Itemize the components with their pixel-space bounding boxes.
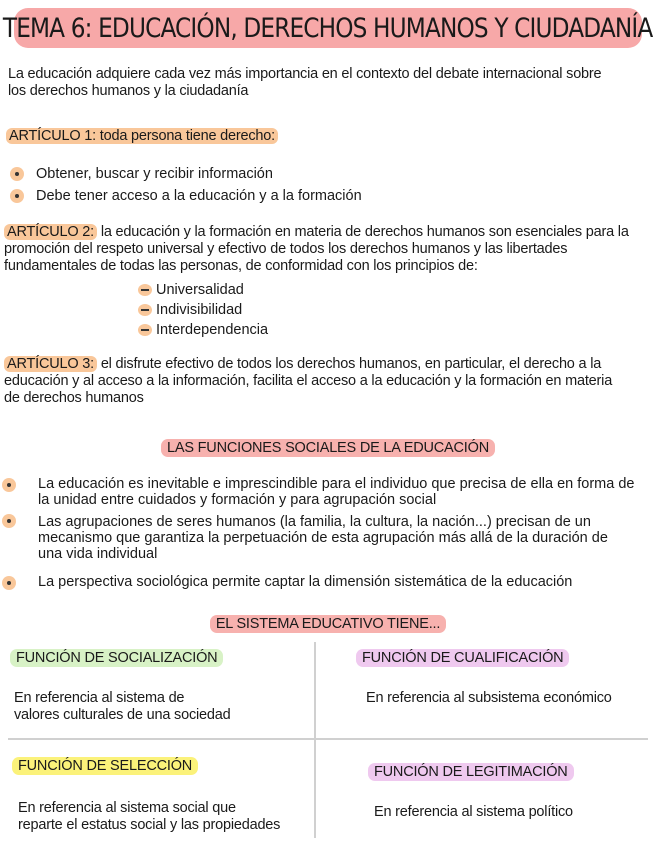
articulo3-line: el disfrute efectivo de todos los derechos humanos, en particular, el derecho a la [96, 356, 602, 372]
cualificacion-text [366, 690, 652, 707]
articulo2-line: promoción del respeto universal y efectivo de todos los derechos humanos y las libertades [4, 241, 568, 257]
legitimacion-title-wrap [368, 764, 574, 781]
seleccion-title-wrap [12, 758, 198, 775]
bullet-dot-icon [10, 167, 24, 181]
list-item: Obtener, buscar y recibir información [36, 166, 273, 182]
seleccion-line: En referencia al sistema social que [18, 800, 236, 816]
legitimacion-line: En referencia al sistema político [374, 804, 573, 820]
articulo3-label: ARTÍCULO 3: [4, 356, 97, 372]
cualificacion-title-wrap [356, 650, 569, 667]
articulo3-line: de derechos humanos [4, 390, 144, 406]
bullet-dot-icon [2, 478, 16, 492]
articulo2-line: fundamentales de todas las personas, de conformidad con los principios de: [4, 258, 478, 274]
articulo3-line: educación y al acceso a la información, facilita el acceso a la educación y la formación en materia [4, 373, 613, 389]
dash-icon [138, 284, 152, 296]
funciones-list [0, 474, 656, 594]
seleccion-line: reparte el estatus social y las propiedades [18, 817, 281, 833]
socializacion-line: En referencia al sistema de [14, 690, 185, 706]
socializacion-title-wrap [10, 650, 223, 667]
funciones-line: La perspectiva sociológica permite captar la dimensión sistemática de la educación [38, 574, 573, 590]
list-item: Indivisibilidad [156, 302, 243, 318]
sistema-heading-wrap [0, 616, 656, 633]
seleccion-text [18, 800, 308, 834]
intro-paragraph [8, 66, 648, 100]
cualificacion-line: En referencia al subsistema económico [366, 690, 612, 706]
legitimacion-text [374, 804, 652, 821]
funciones-line: una vida individual [38, 546, 158, 562]
articulo1-heading: ARTÍCULO 1: toda persona tiene derecho: [6, 128, 278, 144]
intro-line: los derechos humanos y la ciudadanía [8, 83, 249, 99]
funciones-line: mecanismo que garantiza la perpetuación de esta agrupación más allá de la duración de [38, 530, 608, 546]
socializacion-title: FUNCIÓN DE SOCIALIZACIÓN [10, 649, 223, 667]
bullet-dot-icon [10, 189, 24, 203]
articulo2-line: la educación y la formación en materia de derechos humanos son esenciales para la [96, 224, 629, 240]
list-item: Universalidad [156, 282, 244, 298]
legitimacion-title: FUNCIÓN DE LEGITIMACIÓN [368, 763, 574, 781]
articulo1-heading-wrap [6, 128, 278, 145]
grid-divider-horizontal [8, 738, 648, 740]
articulo2-label: ARTÍCULO 2: [4, 224, 97, 240]
dash-icon [138, 304, 152, 316]
funciones-line: La educación es inevitable e imprescindible para el individuo que precisa de ella en forma de [38, 476, 635, 492]
page-title-banner [3, 8, 653, 48]
list-item [38, 574, 650, 590]
principles-list [138, 282, 338, 342]
funciones-heading: LAS FUNCIONES SOCIALES DE LA EDUCACIÓN [161, 439, 495, 457]
articulo1-list [0, 164, 656, 208]
list-item [38, 476, 650, 508]
funciones-line: la unidad entre cuidados y formación y para agrupación social [38, 492, 437, 508]
dash-icon [138, 324, 152, 336]
funciones-heading-wrap [0, 440, 656, 457]
list-item: Debe tener acceso a la educación y a la formación [36, 188, 362, 204]
cualificacion-title: FUNCIÓN DE CUALIFICACIÓN [356, 649, 569, 667]
seleccion-title: FUNCIÓN DE SELECCIÓN [12, 757, 198, 775]
list-item [38, 514, 650, 562]
bullet-dot-icon [2, 576, 16, 590]
bullet-dot-icon [2, 514, 16, 528]
grid-divider-vertical [314, 642, 316, 838]
articulo2-paragraph [4, 224, 652, 275]
intro-line: La educación adquiere cada vez más importancia en el contexto del debate internacional sobre [8, 66, 602, 82]
list-item: Interdependencia [156, 322, 269, 338]
articulo3-paragraph [4, 356, 654, 407]
sistema-heading: EL SISTEMA EDUCATIVO TIENE... [210, 615, 446, 633]
page-title: TEMA 6: EDUCACIÓN, DERECHOS HUMANOS Y CIUDADANÍA [3, 12, 653, 44]
socializacion-line: valores culturales de una sociedad [14, 707, 231, 723]
socializacion-text [14, 690, 304, 724]
funciones-line: Las agrupaciones de seres humanos (la familia, la cultura, la nación...) precisan de un [38, 514, 591, 530]
